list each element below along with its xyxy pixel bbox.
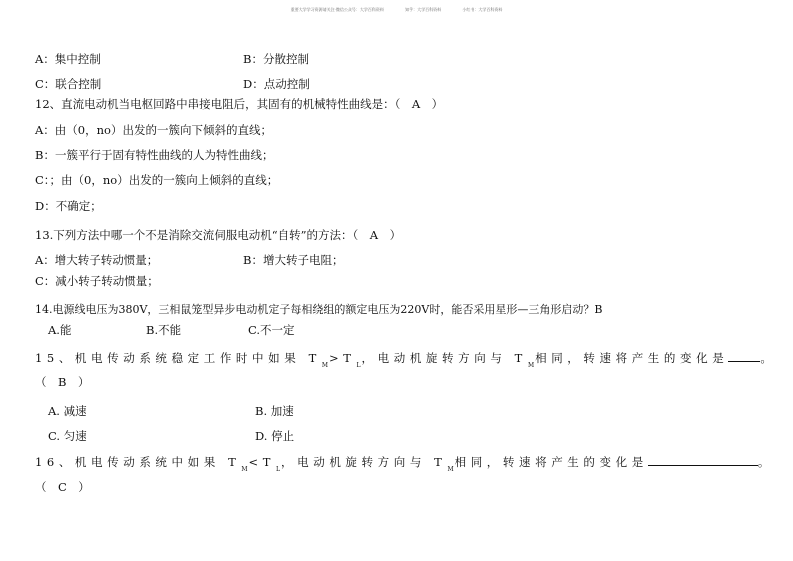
q14-stem: 14.电源线电压为380V，三相鼠笼型异步电动机定子每相绕组的额定电压为220V时，能否采用星形—三角形启动？B (35, 303, 603, 316)
q12-option-b: B：一簇平行于固有特性曲线的人为特性曲线； (35, 148, 274, 162)
q11-option-b: B：分散控制 (243, 52, 309, 66)
header-xiaohongshu: 小红书：大学百科资料 (462, 7, 503, 12)
q16-blank (648, 454, 758, 466)
q11-option-d: D：点动控制 (243, 77, 310, 91)
q15-option-b: B. 加速 (255, 404, 294, 418)
q12-option-c: C：；由（0，no）出发的一簇向上倾斜的直线； (35, 173, 279, 187)
q14-option-c: C.不一定 (248, 323, 295, 337)
q15-option-d: D. 停止 (255, 429, 295, 443)
q12-option-d: D：不确定； (35, 199, 102, 213)
q12-stem: 12、直流电动机当电枢回路中串接电阻后，其固有的机械特性曲线是：（ A ） (35, 97, 444, 111)
q13-stem: 13.下列方法中哪一个不是消除交流伺服电动机“自转”的方法：（ A ） (35, 228, 402, 242)
q11-option-c: C：联合控制 (35, 77, 102, 91)
q15-answer: （ B ） (35, 375, 90, 389)
q13-option-c: C：减小转子转动惯量； (35, 274, 159, 288)
q15-blank (728, 350, 760, 362)
q14-option-b: B.不能 (146, 323, 182, 337)
page-header (0, 7, 793, 13)
q13-option-a: A：增大转子转动惯量； (35, 253, 159, 267)
header-wechat: 重要大学学习资源请关注·微信公众号：大学百科资料 (290, 7, 384, 12)
q15-option-c: C. 匀速 (48, 429, 87, 443)
q16-answer: （ C ） (35, 480, 90, 494)
header-zhihu: 知乎：大学百科资料 (405, 7, 442, 12)
q11-option-a: A：集中控制 (35, 52, 101, 66)
q12-option-a: A：由（0，no）出发的一簇向下倾斜的直线； (35, 123, 272, 137)
q15-stem: 15、机电传动系统稳定工作时中如果 $T_M>T_L$，电动机旋转方向与 $T_M$相同，转速将产生的变化是 。 (35, 351, 777, 369)
q13-option-b: B：增大转子电阻； (243, 253, 344, 267)
q14-option-a: A.能 (48, 323, 72, 337)
q16-stem: 16、机电传动系统中如果 $T_M<T_L$，电动机旋转方向与 $T_M$相同，转速将产生的变化是 。 (35, 455, 774, 473)
q15-option-a: A. 减速 (48, 404, 87, 418)
